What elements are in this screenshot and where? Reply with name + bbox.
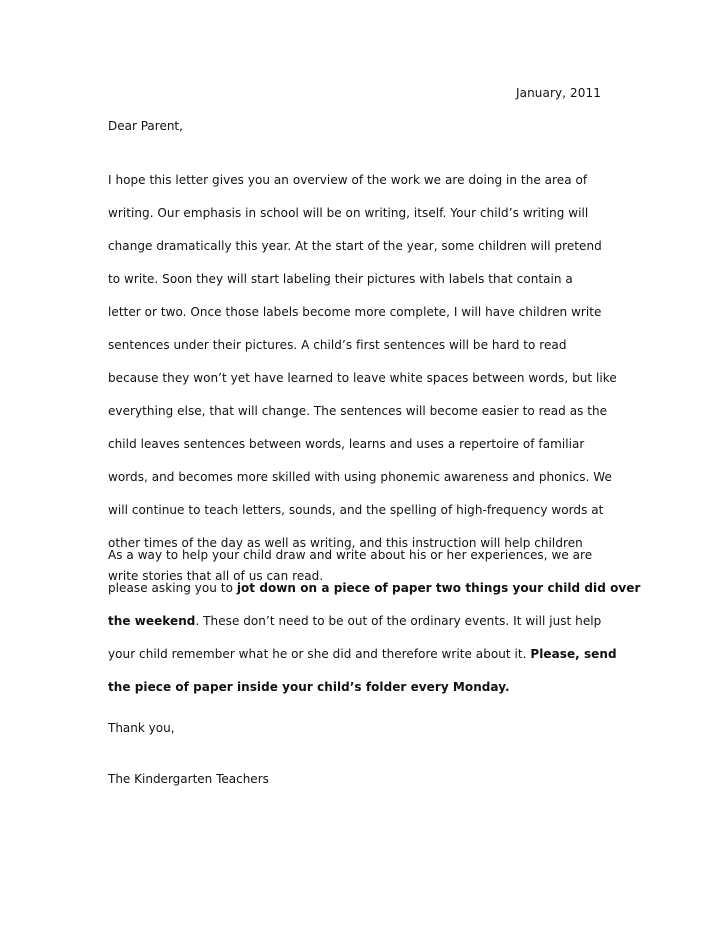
emphasis-text: jot down on a piece of paper two things your child did over — [236, 581, 641, 595]
paragraph-line: will continue to teach letters, sounds, and the spelling of high-frequency words at — [108, 503, 604, 517]
paragraph-line: words, and becomes more skilled with using phonemic awareness and phonics. We — [108, 470, 612, 484]
paragraph-line: child leaves sentences between words, learns and uses a repertoire of familiar — [108, 437, 585, 451]
paragraph-line — [108, 539, 638, 572]
paragraph-line — [108, 638, 638, 671]
paragraph-line: because they won’t yet have learned to leave white spaces between words, but like — [108, 371, 617, 385]
paragraph-line: to write. Soon they will start labeling their pictures with labels that contain a — [108, 272, 573, 286]
line-text: As a way to help your child draw and write about his or her experiences, we are — [108, 548, 593, 562]
paragraph-line: sentences under their pictures. A child’s first sentences will be hard to read — [108, 338, 567, 352]
signature: The Kindergarten Teachers — [108, 772, 269, 786]
paragraph-line: letter or two. Once those labels become more complete, I will have children write — [108, 305, 602, 319]
line-text: your child remember what he or she did and therefore write about it. — [108, 647, 531, 661]
paragraph-line: everything else, that will change. The sentences will become easier to read as the — [108, 404, 608, 418]
paragraph-overview — [108, 164, 638, 593]
paragraph-line: I hope this letter gives you an overview of the work we are doing in the area of — [108, 173, 588, 187]
emphasis-text: the weekend — [108, 614, 196, 628]
paragraph-line: other times of the day as well as writing, and this instruction will help children — [108, 536, 583, 550]
salutation: Dear Parent, — [108, 119, 183, 133]
paragraph-line: change dramatically this year. At the start of the year, some children will pretend — [108, 239, 602, 253]
paragraph-line — [108, 572, 641, 605]
paragraph-line — [108, 671, 638, 704]
paragraph-line: writing. Our emphasis in school will be on writing, itself. Your child’s writing will — [108, 206, 589, 220]
emphasis-text: the piece of paper inside your child’s folder every Monday. — [108, 680, 510, 694]
line-text: . These don’t need to be out of the ordinary events. It will just help — [195, 614, 602, 628]
line-text: please asking you to — [108, 581, 237, 595]
paragraph-request — [108, 539, 641, 704]
paragraph-line: write stories that all of us can read. — [108, 569, 324, 583]
closing: Thank you, — [108, 721, 175, 735]
paragraph-line — [108, 605, 638, 638]
letter-date: January, 2011 — [516, 86, 601, 100]
emphasis-text: Please, send — [530, 647, 617, 661]
